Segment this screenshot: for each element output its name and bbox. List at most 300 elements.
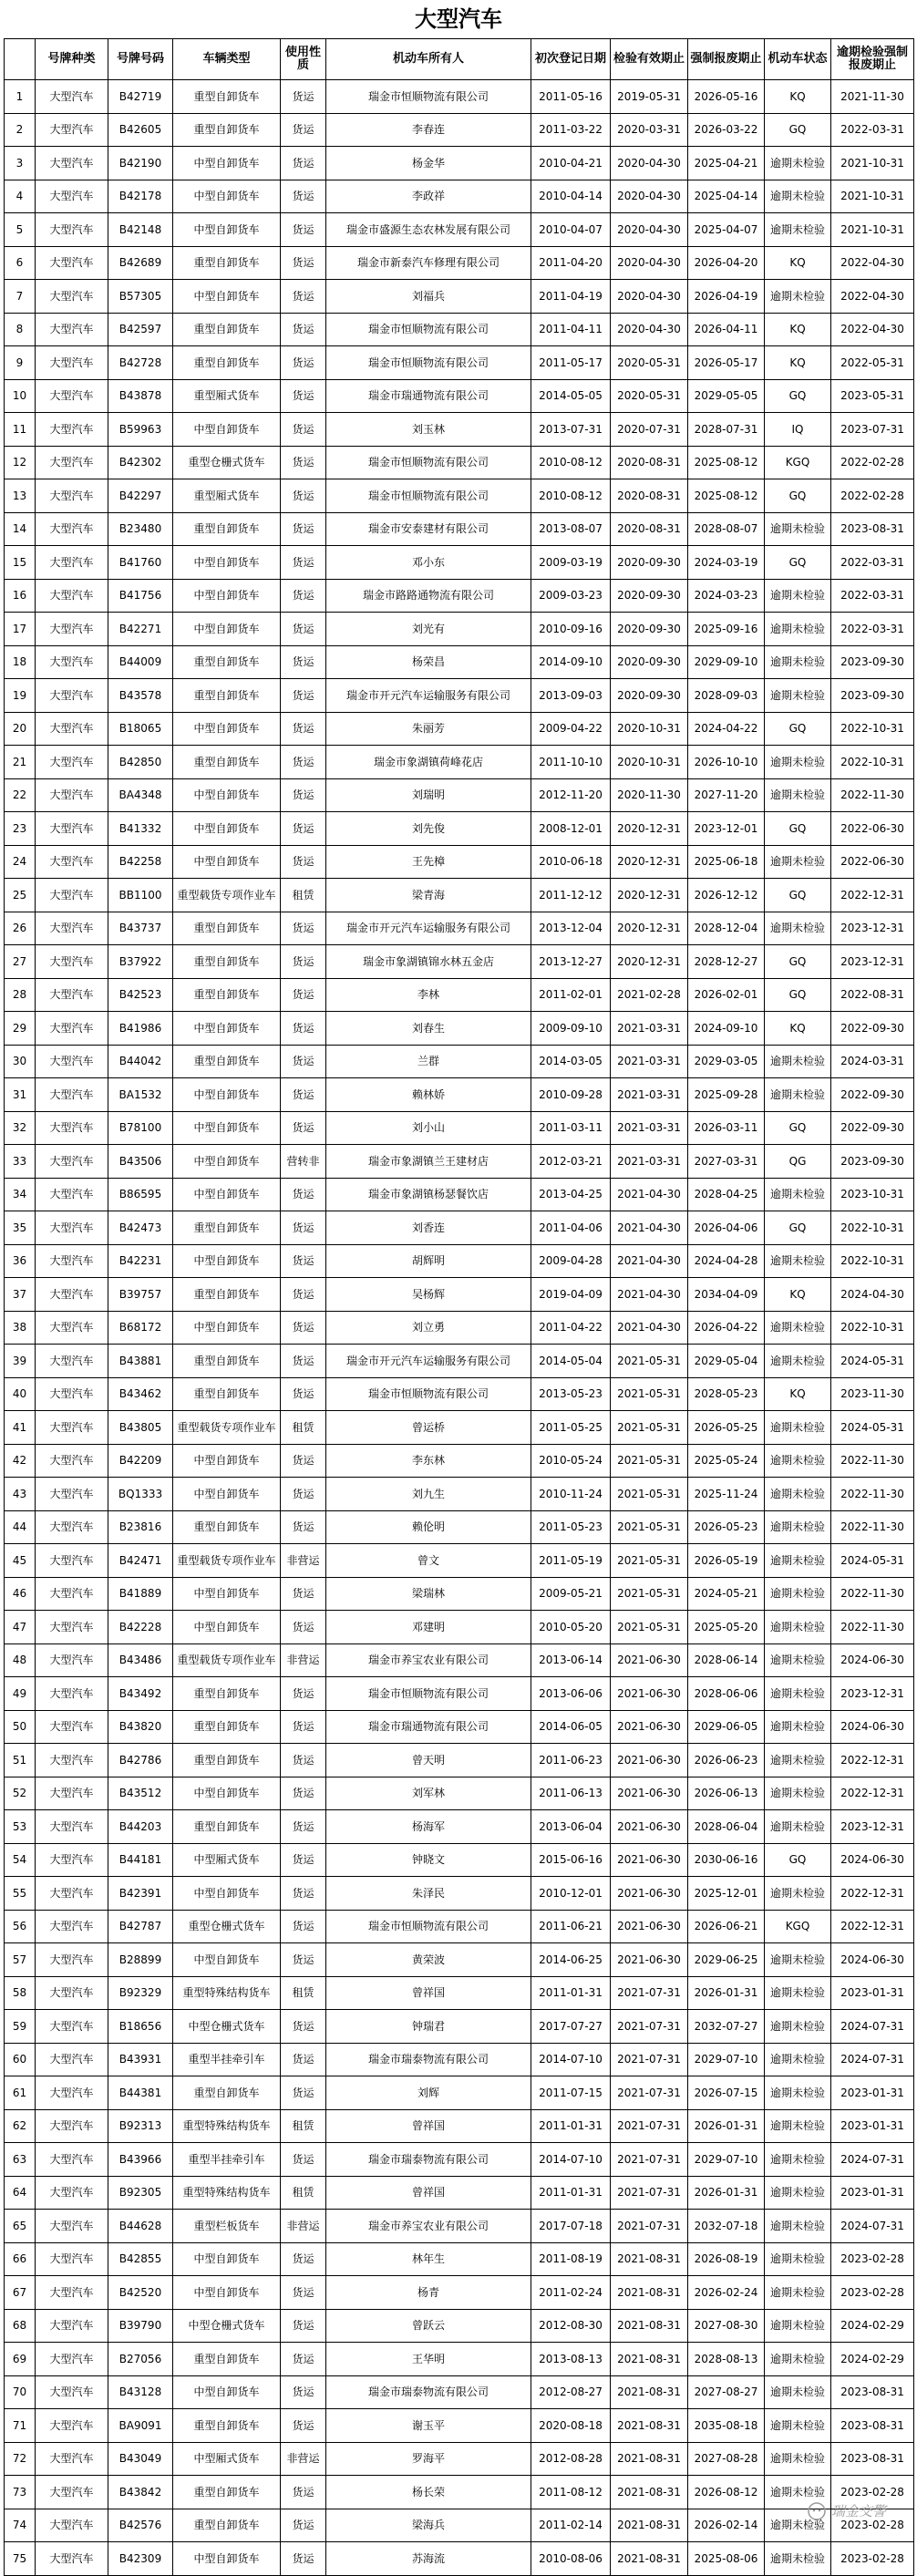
table-cell: 2023-08-31 xyxy=(831,512,914,546)
table-cell: 2011-04-22 xyxy=(531,1311,611,1345)
table-cell: BA4348 xyxy=(108,778,173,812)
table-cell: 货运 xyxy=(281,978,326,1012)
table-cell: GQ xyxy=(765,379,831,413)
table-cell: 2023-01-31 xyxy=(831,2109,914,2143)
table-row xyxy=(5,1611,914,1644)
table-cell: 2032-07-18 xyxy=(688,2210,765,2243)
table-cell: B43492 xyxy=(108,1677,173,1711)
table-cell: 货运 xyxy=(281,1677,326,1711)
table-row xyxy=(5,912,914,945)
table-cell: 2022-10-31 xyxy=(831,1244,914,1278)
table-cell: 货运 xyxy=(281,1478,326,1511)
table-cell: 2021-05-31 xyxy=(611,1411,688,1445)
table-cell: 17 xyxy=(5,613,36,646)
table-cell: 22 xyxy=(5,778,36,812)
table-cell: 2021-06-30 xyxy=(611,1777,688,1810)
table-row xyxy=(5,246,914,280)
table-cell: 2028-08-07 xyxy=(688,512,765,546)
table-cell: B42605 xyxy=(108,113,173,147)
table-cell: B42597 xyxy=(108,313,173,346)
table-cell: 2022-06-30 xyxy=(831,845,914,879)
table-cell: B44042 xyxy=(108,1045,173,1078)
table-cell: 2022-03-31 xyxy=(831,613,914,646)
table-cell: 2021-03-31 xyxy=(611,1045,688,1078)
table-cell: B43805 xyxy=(108,1411,173,1445)
table-cell: 2029-07-10 xyxy=(688,2043,765,2076)
table-cell: 逾期未检验 xyxy=(765,180,831,213)
table-cell: 货运 xyxy=(281,579,326,613)
table-cell: 大型汽车 xyxy=(36,1478,108,1511)
table-cell: 货运 xyxy=(281,1045,326,1078)
table-cell: 2026-05-25 xyxy=(688,1411,765,1445)
table-cell: 8 xyxy=(5,313,36,346)
table-cell: 杨青 xyxy=(326,2276,531,2310)
table-cell: BB1100 xyxy=(108,879,173,912)
table-cell: 大型汽车 xyxy=(36,313,108,346)
table-cell: 货运 xyxy=(281,1611,326,1644)
column-header: 机动车所有人 xyxy=(326,39,531,80)
table-cell: KGQ xyxy=(765,1910,831,1943)
table-cell: 10 xyxy=(5,379,36,413)
table-cell: 中型自卸货车 xyxy=(173,778,281,812)
table-cell: 中型自卸货车 xyxy=(173,812,281,846)
table-cell: 2020-04-30 xyxy=(611,180,688,213)
table-cell: 货运 xyxy=(281,512,326,546)
table-row xyxy=(5,1012,914,1046)
table-cell: 中型自卸货车 xyxy=(173,1311,281,1345)
table-cell: 72 xyxy=(5,2442,36,2476)
table-cell: B42228 xyxy=(108,1611,173,1644)
table-cell: 3 xyxy=(5,147,36,180)
table-cell: 27 xyxy=(5,945,36,979)
table-cell: 2013-04-25 xyxy=(531,1178,611,1211)
table-cell: 34 xyxy=(5,1178,36,1211)
table-cell: 2026-01-31 xyxy=(688,1976,765,2010)
table-cell: 2026-02-24 xyxy=(688,2276,765,2310)
table-cell: 2027-08-27 xyxy=(688,2375,765,2409)
table-row xyxy=(5,778,914,812)
table-cell: 货运 xyxy=(281,1577,326,1611)
table-cell: 2014-03-05 xyxy=(531,1045,611,1078)
table-cell: 2020-11-30 xyxy=(611,778,688,812)
table-cell: 重型自卸货车 xyxy=(173,679,281,713)
table-cell: 刘玉林 xyxy=(326,413,531,447)
table-cell: 刘先俊 xyxy=(326,812,531,846)
table-cell: 40 xyxy=(5,1377,36,1411)
table-row xyxy=(5,2176,914,2210)
table-cell: 重型自卸货车 xyxy=(173,1677,281,1711)
table-cell: 大型汽车 xyxy=(36,1643,108,1677)
table-cell: 2023-02-28 xyxy=(831,2242,914,2276)
table-cell: IQ xyxy=(765,413,831,447)
table-cell: 2028-08-13 xyxy=(688,2343,765,2376)
table-cell: B43737 xyxy=(108,912,173,945)
table-cell: 2026-04-22 xyxy=(688,1311,765,1345)
table-cell: 2028-04-25 xyxy=(688,1178,765,1211)
table-cell: 2024-04-30 xyxy=(831,1278,914,1312)
table-cell: 2014-05-04 xyxy=(531,1345,611,1378)
table-cell: 2022-08-31 xyxy=(831,978,914,1012)
table-cell: 2011-05-19 xyxy=(531,1544,611,1578)
table-cell: 货运 xyxy=(281,2076,326,2110)
table-cell: 35 xyxy=(5,1211,36,1245)
table-cell: 苏海流 xyxy=(326,2542,531,2576)
table-cell: 2021-08-31 xyxy=(611,2509,688,2542)
table-cell: 逾期未检验 xyxy=(765,2276,831,2310)
table-cell: 逾期未检验 xyxy=(765,1744,831,1777)
table-cell: 货运 xyxy=(281,2542,326,2576)
table-row xyxy=(5,1677,914,1711)
table-cell: 货运 xyxy=(281,1211,326,1245)
table-cell: 重型自卸货车 xyxy=(173,2509,281,2542)
table-cell: 2022-09-30 xyxy=(831,1078,914,1112)
table-cell: 2025-05-20 xyxy=(688,1611,765,1644)
table-cell: B42471 xyxy=(108,1544,173,1578)
table-cell: B42209 xyxy=(108,1444,173,1478)
table-cell: 大型汽车 xyxy=(36,2242,108,2276)
table-cell: 2025-11-24 xyxy=(688,1478,765,1511)
table-cell: B18656 xyxy=(108,2010,173,2044)
table-cell: 2021-07-31 xyxy=(611,2143,688,2177)
table-cell: 2011-08-12 xyxy=(531,2476,611,2509)
table-cell: 2020-04-30 xyxy=(611,313,688,346)
table-cell: 46 xyxy=(5,1577,36,1611)
table-cell: 大型汽车 xyxy=(36,1145,108,1179)
table-cell: 刘立勇 xyxy=(326,1311,531,1345)
table-cell: 大型汽车 xyxy=(36,2442,108,2476)
table-cell: 44 xyxy=(5,1510,36,1544)
table-row xyxy=(5,1577,914,1611)
table-cell: 20 xyxy=(5,712,36,746)
table-row xyxy=(5,1478,914,1511)
table-cell: 2021-05-31 xyxy=(611,1444,688,1478)
table-cell: 2011-01-31 xyxy=(531,1976,611,2010)
table-cell: 2034-04-09 xyxy=(688,1278,765,1312)
table-cell: 2029-06-25 xyxy=(688,1943,765,1977)
table-cell: 37 xyxy=(5,1278,36,1312)
table-cell: B92305 xyxy=(108,2176,173,2210)
table-cell: 2020-09-30 xyxy=(611,645,688,679)
table-cell: 李春连 xyxy=(326,113,531,147)
table-cell: 2024-09-10 xyxy=(688,1012,765,1046)
table-cell: 重型特殊结构货车 xyxy=(173,2109,281,2143)
table-cell: 重型载货专项作业车 xyxy=(173,1411,281,1445)
table-cell: 2026-08-19 xyxy=(688,2242,765,2276)
table-cell: 2020-08-18 xyxy=(531,2409,611,2443)
table-cell: 重型半挂牵引车 xyxy=(173,2043,281,2076)
table-cell: 逾期未检验 xyxy=(765,1244,831,1278)
table-cell: 2021-06-30 xyxy=(611,1843,688,1877)
table-cell: B57305 xyxy=(108,280,173,314)
table-cell: 货运 xyxy=(281,679,326,713)
table-cell: B28899 xyxy=(108,1943,173,1977)
table-cell: KQ xyxy=(765,1012,831,1046)
table-row xyxy=(5,2242,914,2276)
table-cell: 大型汽车 xyxy=(36,512,108,546)
table-cell: 73 xyxy=(5,2476,36,2509)
table-row xyxy=(5,2375,914,2409)
table-cell: 2021-11-30 xyxy=(831,80,914,114)
table-cell: 2021-06-30 xyxy=(611,1744,688,1777)
table-cell: 大型汽车 xyxy=(36,2542,108,2576)
table-row xyxy=(5,512,914,546)
table-row xyxy=(5,1211,914,1245)
table-cell: 货运 xyxy=(281,2375,326,2409)
table-cell: 2008-12-01 xyxy=(531,812,611,846)
table-cell: 2021-06-30 xyxy=(611,1877,688,1911)
table-cell: 重型自卸货车 xyxy=(173,80,281,114)
table-cell: 4 xyxy=(5,180,36,213)
table-row xyxy=(5,645,914,679)
table-cell: 李东林 xyxy=(326,1444,531,1478)
table-cell: 逾期未检验 xyxy=(765,845,831,879)
table-cell: 2019-04-09 xyxy=(531,1278,611,1312)
table-cell: 2021-05-31 xyxy=(611,1345,688,1378)
table-cell: 逾期未检验 xyxy=(765,213,831,247)
table-cell: 2026-01-31 xyxy=(688,2176,765,2210)
table-cell: 重型载货专项作业车 xyxy=(173,879,281,912)
table-cell: B42523 xyxy=(108,978,173,1012)
table-cell: 大型汽车 xyxy=(36,2509,108,2542)
table-cell: 9 xyxy=(5,346,36,380)
column-header: 机动车状态 xyxy=(765,39,831,80)
table-body xyxy=(5,80,914,2576)
table-cell: B68172 xyxy=(108,1311,173,1345)
table-cell: 2028-06-04 xyxy=(688,1810,765,1844)
table-row xyxy=(5,1544,914,1578)
table-cell: 逾期未检验 xyxy=(765,2210,831,2243)
table-cell: 货运 xyxy=(281,1510,326,1544)
table-cell: 重型特殊结构货车 xyxy=(173,2176,281,2210)
table-cell: 逾期未检验 xyxy=(765,778,831,812)
table-cell: 大型汽车 xyxy=(36,479,108,513)
table-cell: B43506 xyxy=(108,1145,173,1179)
table-cell: 重型自卸货车 xyxy=(173,1810,281,1844)
table-cell: 大型汽车 xyxy=(36,1411,108,1445)
table-cell: 大型汽车 xyxy=(36,2309,108,2343)
table-cell: 刘春生 xyxy=(326,1012,531,1046)
table-cell: 大型汽车 xyxy=(36,2176,108,2210)
table-cell: 大型汽车 xyxy=(36,1910,108,1943)
table-row xyxy=(5,1111,914,1145)
table-cell: 大型汽车 xyxy=(36,1810,108,1844)
table-cell: 大型汽车 xyxy=(36,2010,108,2044)
table-cell: 2011-03-22 xyxy=(531,113,611,147)
table-cell: 梁青海 xyxy=(326,879,531,912)
table-cell: 2024-07-31 xyxy=(831,2143,914,2177)
table-cell: 逾期未检验 xyxy=(765,147,831,180)
table-row xyxy=(5,2210,914,2243)
table-cell: 大型汽车 xyxy=(36,2476,108,2509)
table-cell: 74 xyxy=(5,2509,36,2542)
table-cell: 2023-02-28 xyxy=(831,2276,914,2310)
table-cell: 货运 xyxy=(281,845,326,879)
table-cell: 2022-12-31 xyxy=(831,1910,914,1943)
table-cell: 13 xyxy=(5,479,36,513)
table-cell: 2021-04-30 xyxy=(611,1278,688,1312)
table-cell: 2026-03-11 xyxy=(688,1111,765,1145)
table-cell: 中型自卸货车 xyxy=(173,1777,281,1810)
table-cell: GQ xyxy=(765,1211,831,1245)
table-cell: KQ xyxy=(765,246,831,280)
table-row xyxy=(5,2476,914,2509)
table-cell: 重型自卸货车 xyxy=(173,1045,281,1078)
table-cell: 重型载货专项作业车 xyxy=(173,1544,281,1578)
table-cell: 重型自卸货车 xyxy=(173,2476,281,2509)
table-cell: GQ xyxy=(765,1843,831,1877)
table-cell: 中型自卸货车 xyxy=(173,1577,281,1611)
table-cell: B42391 xyxy=(108,1877,173,1911)
table-row xyxy=(5,1045,914,1078)
table-cell: 2021-08-31 xyxy=(611,2409,688,2443)
table-cell: 货运 xyxy=(281,2143,326,2177)
table-cell: 中型自卸货车 xyxy=(173,1444,281,1478)
table-cell: 刘瑞明 xyxy=(326,778,531,812)
table-cell: 货运 xyxy=(281,1710,326,1744)
table-cell: 中型自卸货车 xyxy=(173,1078,281,1112)
table-cell: 刘辉 xyxy=(326,2076,531,2110)
table-cell: 货运 xyxy=(281,1910,326,1943)
table-cell: 2021-05-31 xyxy=(611,1577,688,1611)
table-cell: 大型汽车 xyxy=(36,446,108,479)
table-cell: 2013-05-23 xyxy=(531,1377,611,1411)
table-cell: 货运 xyxy=(281,1444,326,1478)
table-row xyxy=(5,1810,914,1844)
table-cell: B42786 xyxy=(108,1744,173,1777)
table-cell: 2028-06-14 xyxy=(688,1643,765,1677)
table-cell: 2032-07-27 xyxy=(688,2010,765,2044)
table-cell: 营转非 xyxy=(281,1145,326,1179)
table-cell: 2020-08-31 xyxy=(611,479,688,513)
table-cell: 2024-06-30 xyxy=(831,1710,914,1744)
column-header: 号牌号码 xyxy=(108,39,173,80)
table-row xyxy=(5,1145,914,1179)
table-cell: 大型汽车 xyxy=(36,1710,108,1744)
table-cell: 逾期未检验 xyxy=(765,1078,831,1112)
table-cell: 大型汽车 xyxy=(36,180,108,213)
table-cell: 杨金华 xyxy=(326,147,531,180)
table-row xyxy=(5,413,914,447)
table-cell: 2009-03-23 xyxy=(531,579,611,613)
table-cell: 中型自卸货车 xyxy=(173,613,281,646)
table-cell: 刘小山 xyxy=(326,1111,531,1145)
column-header: 逾期检验强制报废期止 xyxy=(831,39,914,80)
table-cell: 2021-04-30 xyxy=(611,1311,688,1345)
table-cell: 2010-09-28 xyxy=(531,1078,611,1112)
table-cell: 大型汽车 xyxy=(36,1111,108,1145)
table-cell: 57 xyxy=(5,1943,36,1977)
table-cell: 2023-09-30 xyxy=(831,645,914,679)
table-cell: 25 xyxy=(5,879,36,912)
table-cell: 2028-07-31 xyxy=(688,413,765,447)
table-cell: 瑞金市开元汽车运输服务有限公司 xyxy=(326,1345,531,1378)
table-cell: 非营运 xyxy=(281,2210,326,2243)
table-row xyxy=(5,2309,914,2343)
table-cell: 2012-11-20 xyxy=(531,778,611,812)
table-cell: 大型汽车 xyxy=(36,2210,108,2243)
table-cell: 中型自卸货车 xyxy=(173,180,281,213)
table-cell: 2021-06-30 xyxy=(611,1710,688,1744)
table-cell: 瑞金市象湖镇杨瑟餐饮店 xyxy=(326,1178,531,1211)
table-cell: 罗海平 xyxy=(326,2442,531,2476)
table-cell: 中型自卸货车 xyxy=(173,1111,281,1145)
table-cell: 2024-07-31 xyxy=(831,2210,914,2243)
table-cell: B42297 xyxy=(108,479,173,513)
table-cell: 瑞金市瑞泰物流有限公司 xyxy=(326,2375,531,2409)
table-cell: B23816 xyxy=(108,1510,173,1544)
table-cell: 2025-08-12 xyxy=(688,479,765,513)
table-cell: 2020-05-31 xyxy=(611,346,688,380)
table-cell: 大型汽车 xyxy=(36,1311,108,1345)
table-cell: 2026-06-13 xyxy=(688,1777,765,1810)
table-cell: 货运 xyxy=(281,2309,326,2343)
table-cell: 重型自卸货车 xyxy=(173,1211,281,1245)
table-cell: 2012-08-30 xyxy=(531,2309,611,2343)
column-header: 号牌种类 xyxy=(36,39,108,80)
table-cell: 2021-10-31 xyxy=(831,147,914,180)
table-cell: 2022-12-31 xyxy=(831,1877,914,1911)
table-cell: 大型汽车 xyxy=(36,845,108,879)
table-cell: 2024-03-19 xyxy=(688,546,765,580)
table-cell: 51 xyxy=(5,1744,36,1777)
table-cell: 2022-11-30 xyxy=(831,1611,914,1644)
table-cell: 2021-05-31 xyxy=(611,1544,688,1578)
table-cell: 2022-02-28 xyxy=(831,446,914,479)
table-cell: 重型自卸货车 xyxy=(173,2076,281,2110)
table-cell: B43049 xyxy=(108,2442,173,2476)
table-cell: B44009 xyxy=(108,645,173,679)
table-cell: 2026-07-15 xyxy=(688,2076,765,2110)
table-cell: 2011-06-13 xyxy=(531,1777,611,1810)
table-cell: 李政祥 xyxy=(326,180,531,213)
table-cell: 刘福兵 xyxy=(326,280,531,314)
table-cell: 瑞金市开元汽车运输服务有限公司 xyxy=(326,912,531,945)
table-cell: 大型汽车 xyxy=(36,812,108,846)
table-cell: B43931 xyxy=(108,2043,173,2076)
table-cell: 2023-12-31 xyxy=(831,945,914,979)
table-cell: B42520 xyxy=(108,2276,173,2310)
table-row xyxy=(5,2276,914,2310)
table-row xyxy=(5,1311,914,1345)
table-cell: 逾期未检验 xyxy=(765,2076,831,2110)
table-row xyxy=(5,2143,914,2177)
table-cell: 大型汽车 xyxy=(36,1178,108,1211)
table-cell: 2021-06-30 xyxy=(611,1910,688,1943)
table-cell: 2026-10-10 xyxy=(688,746,765,779)
table-cell: 邓小东 xyxy=(326,546,531,580)
table-row xyxy=(5,2509,914,2542)
table-cell: 2027-08-28 xyxy=(688,2442,765,2476)
table-cell: 2024-05-21 xyxy=(688,1577,765,1611)
table-cell: 瑞金市瑞通物流有限公司 xyxy=(326,1710,531,1744)
table-cell: 中型自卸货车 xyxy=(173,579,281,613)
table-cell: 2021-05-31 xyxy=(611,1611,688,1644)
table-cell: 2022-06-30 xyxy=(831,812,914,846)
table-cell: 2022-09-30 xyxy=(831,1012,914,1046)
table-cell: 重型自卸货车 xyxy=(173,2343,281,2376)
table-cell: B43128 xyxy=(108,2375,173,2409)
table-cell: 逾期未检验 xyxy=(765,2109,831,2143)
table-cell: 2023-12-31 xyxy=(831,912,914,945)
table-cell: 2021-05-31 xyxy=(611,1510,688,1544)
table-cell: 货运 xyxy=(281,147,326,180)
table-cell: B41760 xyxy=(108,546,173,580)
table-cell: 中型自卸货车 xyxy=(173,1244,281,1278)
table-cell: 逾期未检验 xyxy=(765,1345,831,1378)
table-cell: 2010-06-18 xyxy=(531,845,611,879)
table-cell: 2021-05-31 xyxy=(611,1377,688,1411)
table-cell: 货运 xyxy=(281,1178,326,1211)
